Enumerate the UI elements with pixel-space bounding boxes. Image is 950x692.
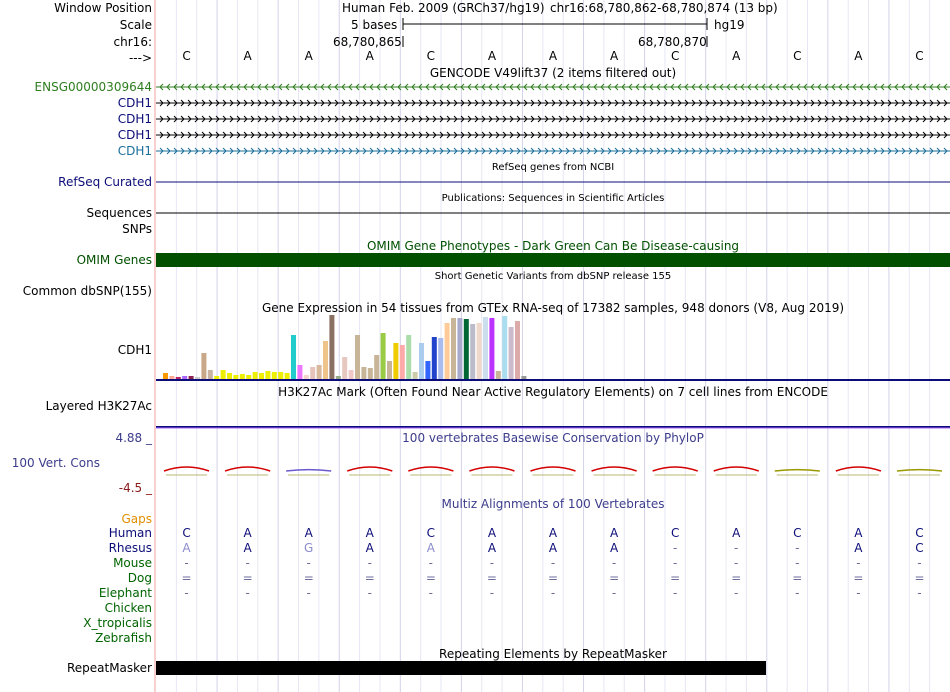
gtex-bar [502, 316, 507, 379]
base-letter: A [609, 49, 619, 63]
alignment-base: - [367, 586, 372, 600]
gtex-bar [349, 370, 354, 379]
gtex-bar [272, 372, 277, 379]
species-label[interactable]: Human [108, 526, 152, 540]
alignment-base: - [734, 556, 739, 570]
alignment-base: A [182, 541, 191, 555]
cdh1-gene-4 [156, 148, 950, 154]
alignment-base: A [365, 526, 374, 540]
omim-bar[interactable] [156, 253, 950, 267]
alignment-base: A [365, 541, 374, 555]
alignment-base: = [303, 571, 314, 585]
chrom-label: chr16: [113, 35, 152, 49]
alignment-base: - [856, 586, 861, 600]
scale-db-text: hg19 [714, 18, 745, 32]
phylop-signal[interactable] [164, 467, 942, 475]
gtex-bar [317, 365, 322, 379]
phylop-title[interactable]: 100 vertebrates Basewise Conservation by PhyloP [402, 431, 704, 445]
cdh1-label-4[interactable]: CDH1 [117, 144, 152, 158]
gtex-bar [496, 371, 501, 379]
gtex-bar [214, 376, 219, 379]
cdh1-label-3[interactable]: CDH1 [117, 128, 152, 142]
gtex-bar [470, 324, 475, 379]
base-letter: A [548, 49, 558, 63]
h3k27-title[interactable]: H3K27Ac Mark (Often Found Near Active Regulatory Elements) on 7 cell lines from ENCODE [278, 385, 828, 399]
species-label[interactable]: X_tropicalis [83, 616, 152, 630]
base-letter: A [243, 49, 252, 63]
gtex-bar [169, 376, 174, 379]
refseq-title[interactable]: RefSeq genes from NCBI [491, 162, 615, 173]
gtex-bar [381, 333, 386, 379]
alignment-base: - [672, 586, 678, 600]
alignment-base: A [854, 526, 863, 540]
scale-label: Scale [119, 18, 152, 32]
snps-label[interactable]: SNPs [122, 222, 152, 236]
alignment-base: = [181, 571, 192, 585]
cons-max-label: 4.88 _ [115, 431, 152, 445]
phylop-peak [469, 467, 514, 471]
gtex-bar [201, 353, 206, 379]
species-label[interactable]: Elephant [98, 586, 152, 600]
gtex-bar [329, 315, 334, 379]
gtex-bar [361, 367, 366, 379]
gtex-bar [297, 365, 302, 379]
alignment-base: - [856, 556, 861, 570]
coord-right: 68,780,870 [638, 35, 707, 49]
alignment-base: A [243, 526, 252, 540]
gtex-bar [419, 343, 424, 379]
gtex-bar [515, 321, 520, 379]
gtex-bar [304, 375, 309, 379]
alignment-base: - [245, 586, 250, 600]
phylop-peak [592, 467, 637, 471]
gtex-bar [253, 372, 258, 379]
phylop-peak [286, 470, 331, 471]
gtex-bar [342, 357, 347, 379]
alignment-base: - [489, 586, 495, 600]
gtex-title[interactable]: Gene Expression in 54 tissues from GTEx RNA-seq of 17382 samples, 948 donors (V8, Aug 2019) [261, 301, 845, 315]
phylop-peak [225, 467, 270, 471]
gtex-bar [163, 373, 168, 379]
alignment-base: A [487, 526, 497, 540]
gtex-bar [406, 335, 411, 379]
alignment-base: A [609, 541, 619, 555]
sequences-label[interactable]: Sequences [86, 206, 152, 220]
gtex-bar [451, 318, 456, 379]
gtex-bar [195, 377, 200, 379]
cdh1-label-2[interactable]: CDH1 [117, 112, 152, 126]
gtex-bar [464, 319, 469, 379]
base-letter: A [487, 49, 497, 63]
phylop-peak [775, 470, 820, 471]
cdh1-gene-3 [156, 132, 950, 138]
base-letter: A [304, 49, 313, 63]
alignment-base: - [917, 556, 922, 570]
alignment-base: - [795, 586, 800, 600]
omim-title[interactable]: OMIM Gene Phenotypes - Dark Green Can Be Disease-causing [366, 239, 740, 253]
alignment-base: = [609, 571, 620, 585]
alignment-base: - [795, 556, 800, 570]
species-label[interactable]: Dog [127, 571, 152, 585]
phylop-peak [164, 467, 209, 471]
gtex-bar [240, 374, 245, 379]
gtex-bar [278, 372, 283, 379]
alignment-base: = [242, 571, 253, 585]
alignment-base: = [548, 571, 559, 585]
pubs-title[interactable]: Publications: Sequences in Scientific Articles [441, 193, 665, 204]
gtex-bar [489, 318, 494, 379]
alignment-base: C [182, 526, 191, 540]
gtex-bar [259, 373, 264, 379]
window-position-label: Window Position [54, 1, 152, 15]
cdh1-label-1[interactable]: CDH1 [117, 96, 152, 110]
alignment-base: = [486, 571, 497, 585]
phylop-peak [530, 467, 575, 471]
alignment-base: - [428, 586, 434, 600]
repeatmasker-label[interactable]: RepeatMasker [66, 661, 152, 675]
alignment-base: C [915, 526, 924, 540]
alignment-base: G [304, 541, 314, 555]
species-label[interactable]: Chicken [104, 601, 152, 615]
base-letter: C [793, 49, 802, 63]
alignment-base: - [795, 541, 800, 555]
base-letter: C [915, 49, 924, 63]
gtex-bar [477, 323, 482, 379]
gtex-bar [208, 370, 213, 379]
dbsnp-label[interactable]: Common dbSNP(155) [22, 284, 152, 298]
alignment-base: - [611, 586, 617, 600]
gtex-bar [432, 337, 437, 379]
alignment-base: A [548, 526, 558, 540]
gtex-bar [265, 371, 270, 379]
alignment-base: C [793, 526, 802, 540]
gencode-track[interactable] [156, 84, 950, 154]
gtex-bar [285, 373, 290, 379]
gtex-bar [368, 368, 373, 379]
repeatmasker-bar[interactable] [156, 661, 766, 675]
ensg-label[interactable]: ENSG00000309644 [34, 80, 152, 94]
alignment-base: = [914, 571, 925, 585]
base-letter: C [426, 49, 436, 63]
base-letter: A [365, 49, 374, 63]
track-labels [0, 0, 152, 692]
gtex-bar [457, 318, 462, 379]
alignment-base: C [426, 526, 436, 540]
alignment-base: - [184, 556, 189, 570]
gtex-bar [182, 376, 187, 379]
alignment-base: - [550, 586, 556, 600]
gtex-bar [189, 376, 194, 379]
gtex-bar [176, 377, 181, 379]
phylop-peak [897, 470, 942, 471]
cdh1-gene-1 [156, 100, 950, 106]
alignment-base: - [367, 556, 372, 570]
alignment-base: - [672, 556, 678, 570]
alignment-base: - [428, 556, 434, 570]
alignment-base: - [184, 586, 189, 600]
gtex-bar [310, 367, 315, 379]
gtex-bar [291, 335, 296, 379]
gtex-bar [323, 341, 328, 379]
gtex-bar [246, 375, 251, 379]
alignment-base: A [243, 541, 252, 555]
gtex-bar [221, 370, 226, 379]
gtex-bar [521, 376, 526, 379]
alignment-base: A [609, 526, 619, 540]
strand-arrow-label[interactable]: ---> [128, 51, 152, 65]
alignment-base: A [854, 541, 863, 555]
base-letter: A [732, 49, 741, 63]
alignment-base: A [426, 541, 435, 555]
alignment-base: A [732, 526, 741, 540]
gtex-bar [393, 343, 398, 379]
alignment-base: - [306, 586, 311, 600]
phylop-peak [347, 467, 392, 471]
phylop-peak [714, 467, 759, 471]
alignment-base: - [611, 556, 617, 570]
gaps-label[interactable]: Gaps [121, 512, 152, 526]
base-letter: A [854, 49, 863, 63]
alignment-base: - [306, 556, 311, 570]
base-letter: C [670, 49, 680, 63]
ensg-gene [156, 84, 950, 90]
phylop-peak [653, 467, 698, 471]
gtex-bar [374, 355, 379, 379]
alignment-base: - [734, 586, 739, 600]
alignment-base: = [853, 571, 864, 585]
gtex-bar [425, 361, 430, 379]
scale-text: 5 bases [351, 18, 398, 32]
gencode-title[interactable]: GENCODE V49lift37 (2 items filtered out) [429, 66, 677, 80]
species-label[interactable]: Rhesus [108, 541, 152, 555]
refseq-label[interactable]: RefSeq Curated [58, 175, 152, 189]
alignment-base: = [731, 571, 742, 585]
alignment-base: = [670, 571, 681, 585]
gtex-bar [509, 327, 514, 379]
species-label[interactable]: Mouse [113, 556, 152, 570]
phylop-peak [408, 467, 453, 471]
gtex-bar [387, 361, 392, 379]
phylop-peak [836, 467, 881, 471]
repeat-title[interactable]: Repeating Elements by RepeatMasker [439, 647, 667, 661]
alignment-base: = [792, 571, 803, 585]
gtex-bar [445, 323, 450, 379]
gtex-bar [233, 375, 238, 379]
coord-left: 68,780,865 [333, 35, 402, 49]
cdh1-gene-2 [156, 116, 950, 122]
cons-min-label: -4.5 _ [118, 481, 152, 495]
alignment-base: C [670, 526, 680, 540]
cons-label[interactable]: 100 Vert. Cons [11, 456, 100, 470]
gtex-label[interactable]: CDH1 [117, 343, 152, 357]
omim-label[interactable]: OMIM Genes [76, 253, 152, 267]
species-label[interactable]: Zebrafish [95, 631, 152, 645]
alignment-base: A [548, 541, 558, 555]
gtex-bar [336, 376, 341, 379]
gtex-bar [483, 317, 488, 379]
h3k27-label[interactable]: Layered H3K27Ac [45, 399, 152, 413]
gtex-bar [355, 335, 360, 379]
multiz-title[interactable]: Multiz Alignments of 100 Vertebrates [441, 497, 665, 511]
dbsnp-title[interactable]: Short Genetic Variants from dbSNP release 155 [434, 271, 672, 282]
gtex-bar [413, 372, 418, 379]
base-letter: C [182, 49, 191, 63]
alignment-base: - [245, 556, 250, 570]
alignment-base: - [550, 556, 556, 570]
alignment-base: A [304, 526, 313, 540]
alignment-base: - [672, 541, 678, 555]
gtex-bar [227, 373, 232, 379]
alignment-base: - [489, 556, 495, 570]
position-text: chr16:68,780,862-68,780,874 (13 bp) [550, 1, 778, 15]
gtex-bar [400, 345, 405, 379]
alignment-base: = [425, 571, 436, 585]
gtex-bar [438, 338, 443, 379]
alignment-base: A [487, 541, 497, 555]
alignment-base: = [364, 571, 375, 585]
alignment-base: - [917, 586, 922, 600]
alignment-base: - [734, 541, 739, 555]
alignment-base: C [915, 541, 924, 555]
assembly-text: Human Feb. 2009 (GRCh37/hg19) [342, 1, 545, 15]
